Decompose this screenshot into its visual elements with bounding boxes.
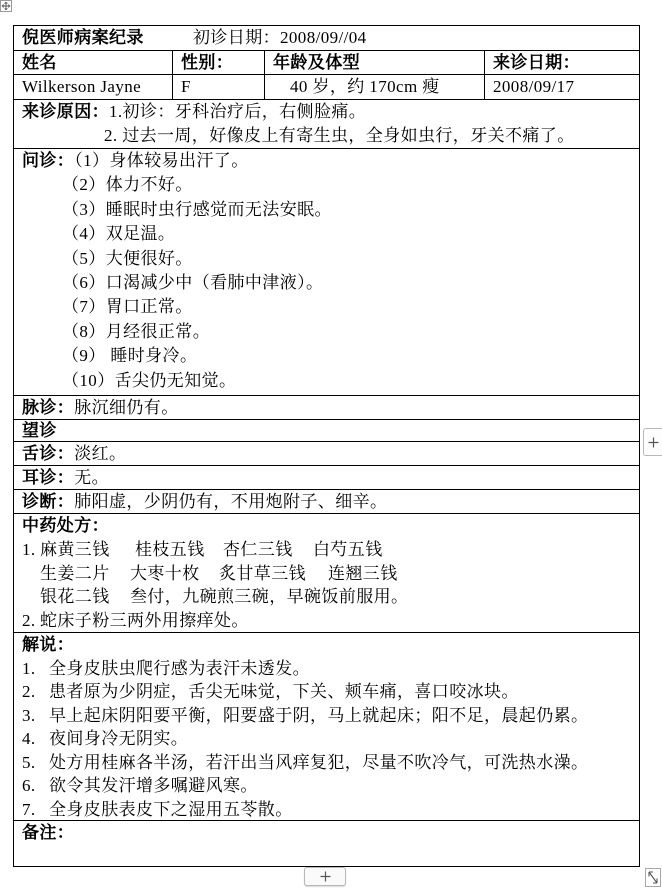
pulse-line: [14, 396, 639, 419]
explanation-number: 4.: [22, 729, 36, 748]
patient-info-row: [13, 74, 640, 99]
prescription-line: [14, 585, 639, 609]
inquiry-item: （7）胃口正常。: [62, 297, 193, 317]
ear-value: 无。: [74, 468, 110, 487]
herb-item: 白芍五钱: [313, 539, 383, 559]
explanation-number: 2.: [22, 682, 36, 701]
inquiry-item: （3）睡眠时虫行感觉而无法安眠。: [62, 199, 332, 219]
explanation-number: 6.: [22, 776, 36, 795]
explanation-text: 全身皮肤虫爬行感为表汗未透发。: [49, 658, 310, 678]
diagnosis-label: 诊断：: [22, 492, 75, 511]
explanation-text: 欲令其发汗增多嘱避风寒。: [49, 776, 258, 795]
first-visit-date: 初诊日期：2008/09//04: [193, 28, 367, 47]
insert-row-button[interactable]: [643, 428, 662, 456]
herb-item: 麻黄三钱: [40, 539, 110, 559]
inquiry-item: [14, 149, 639, 173]
inquiry-row[interactable]: [13, 148, 640, 395]
explanation-item: [14, 774, 639, 798]
plus-icon: [320, 871, 331, 882]
inquiry-item-text: （1）身体较易出汗了。: [74, 151, 249, 170]
explanation-label: 解说：: [22, 635, 75, 654]
table-move-handle[interactable]: [0, 0, 12, 12]
explanation-number: 3.: [22, 705, 36, 725]
explanation-item: [14, 657, 639, 681]
header-gender[interactable]: 性别：: [172, 51, 264, 74]
prescription-line: [14, 562, 639, 586]
external-use-instruction: 蛇床子粉三两外用擦痒处。: [40, 611, 249, 631]
inquiry-label: 问诊：: [22, 151, 75, 170]
herb-item: 桂枝五钱: [135, 539, 205, 559]
patient-name[interactable]: Wilkerson Jayne: [22, 77, 142, 96]
explanation-text: 全身皮肤表皮下之湿用五苓散。: [49, 799, 293, 819]
tongue-label: 舌诊：: [22, 444, 75, 463]
patient-gender[interactable]: F: [172, 75, 264, 99]
patient-visit-date[interactable]: 2008/09/17: [484, 75, 639, 99]
plus-icon: [648, 437, 659, 448]
inspection-row[interactable]: [13, 419, 640, 441]
inquiry-item: （4）双足温。: [62, 224, 176, 244]
explanation-text: 夜间身冷无阴实。: [49, 729, 189, 748]
herb-item: 炙甘草三钱: [219, 563, 306, 583]
explanation-text: 处方用桂麻各半汤，若汗出当风痒复犯，尽量不吹冷气，可洗热水澡。: [49, 752, 589, 772]
explanation-number: 1.: [22, 658, 36, 678]
explanation-text: 早上起床阴阳要平衡，阳要盛于阴，马上就起床；阳不足，晨起仍累。: [49, 705, 589, 725]
header-name[interactable]: 姓名: [22, 53, 57, 72]
herb-item: 连翘三钱: [328, 563, 398, 583]
remarks-row[interactable]: [13, 820, 640, 867]
explanation-row[interactable]: [13, 632, 640, 820]
herb-item: 生姜二片: [40, 563, 110, 583]
tongue-value: 淡红。: [74, 444, 127, 463]
prescription-line: [14, 609, 639, 632]
visit-reason-row[interactable]: [13, 99, 640, 148]
diagnosis-row[interactable]: [13, 489, 640, 513]
prescription-row[interactable]: [13, 513, 640, 632]
herb-item: 银花二钱: [40, 587, 110, 607]
tongue-row[interactable]: [13, 441, 640, 465]
explanation-item: [14, 798, 639, 821]
prescription-line: [14, 538, 639, 562]
inquiry-item: （9） 睡时身冷。: [62, 346, 198, 366]
prescription-label: 中药处方：: [22, 516, 109, 535]
herb-item: 杏仁三钱: [223, 539, 293, 559]
diagonal-resize-icon: [646, 869, 660, 886]
pulse-label: 脉诊：: [22, 398, 75, 417]
add-row-button[interactable]: [304, 867, 346, 886]
herb-item: 大枣十枚: [130, 563, 200, 583]
explanation-item: [14, 727, 639, 751]
ear-row[interactable]: [13, 465, 640, 489]
remarks-label: 备注：: [22, 823, 75, 842]
visit-reason-line: [14, 100, 639, 124]
patient-header-row: [13, 50, 640, 74]
explanation-number: 7.: [22, 799, 36, 819]
prescription-number: 1.: [22, 539, 36, 559]
patient-age-build[interactable]: 40 岁，约 170cm 瘦: [264, 75, 484, 99]
visit-reason-label: 来诊原因：: [22, 102, 109, 121]
header-age-build[interactable]: 年龄及体型: [264, 51, 484, 74]
diagnosis-value: 肺阳虚，少阴仍有，不用炮附子、细辛。: [74, 492, 388, 511]
pulse-value: 脉沉细仍有。: [74, 398, 179, 417]
visit-reason-text: 1.初诊：牙科治疗后，右侧脸痛。: [109, 102, 367, 121]
ear-line: [14, 466, 639, 489]
ear-label: 耳诊：: [22, 468, 75, 487]
record-title: 倪医师病案纪录: [22, 28, 144, 47]
tongue-line: [14, 442, 639, 465]
explanation-number: 5.: [22, 752, 36, 772]
inspection-label: 望诊: [22, 421, 57, 440]
visit-reason-line: 2. 过去一周，好像皮上有寄生虫，全身如虫行，牙关不痛了。: [104, 126, 575, 145]
title-row[interactable]: [13, 25, 640, 50]
explanation-text: 患者原为少阴症，舌尖无味觉，下关、颊车痛，喜口咬冰块。: [49, 682, 519, 701]
four-way-arrow-icon: [1, 1, 11, 11]
header-visit-date[interactable]: 来诊日期：: [484, 51, 639, 74]
dosage-instruction: 叁付，九碗煎三碗，早碗饭前服用。: [130, 587, 409, 607]
inquiry-item: （2）体力不好。: [62, 175, 193, 195]
prescription-number: 2.: [22, 611, 36, 631]
explanation-item: [14, 680, 639, 704]
diagnosis-line: [14, 490, 639, 513]
pulse-row[interactable]: [13, 395, 640, 419]
inquiry-item: （6）口渴减少中（看肺中津液）。: [62, 273, 324, 293]
inquiry-item: （8）月经很正常。: [62, 321, 211, 341]
explanation-item: [14, 704, 639, 728]
inquiry-item: （10）舌尖仍无知觉。: [62, 370, 237, 390]
table-resize-handle[interactable]: [645, 868, 661, 887]
inquiry-item: （5）大便很好。: [62, 248, 193, 268]
explanation-item: [14, 751, 639, 775]
